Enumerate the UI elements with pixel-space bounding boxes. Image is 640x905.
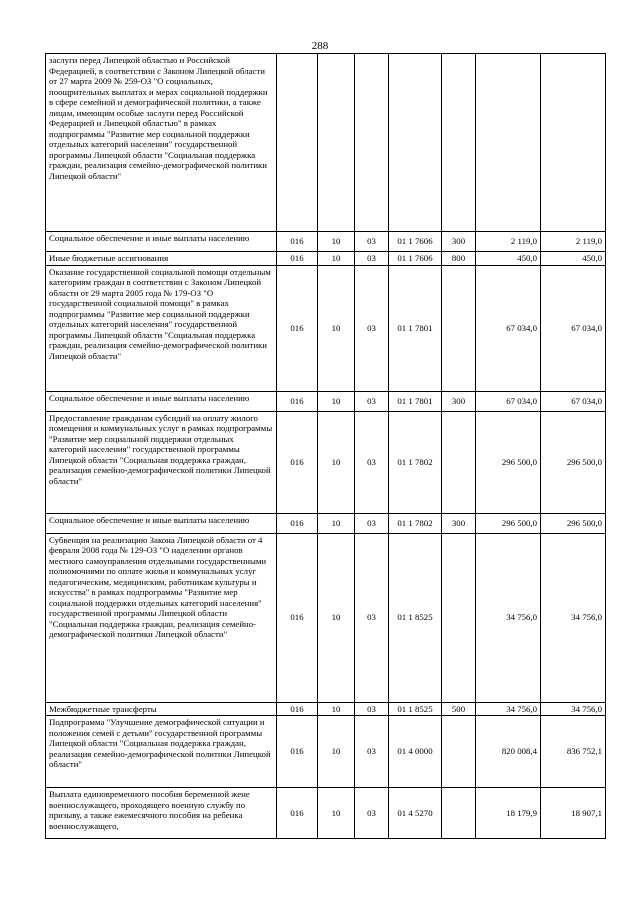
cell-amount-year-1: 18 179,9 xyxy=(476,788,541,839)
cell-subsection-code: 03 xyxy=(355,513,389,533)
row-name: Субвенция на реализацию Закона Липецкой области от 4 февраля 2008 года № 129-ОЗ "О наделении органов местного самоуправления отдельными государственными полномочиями по оплате жилья и коммунальных услуг педагогическим, медицинским, работникам культуры и искусства" в рамках подпрограммы "Развитие мер социальной поддержки отдельных категорий населения" государственной программы Липецкой области "Социальная поддержка граждан, реализация семейно-демографической политики Липецкой области" xyxy=(46,533,277,702)
cell-department-code: 016 xyxy=(277,702,318,716)
cell-target-article-code: 01 4 0000 xyxy=(389,716,442,788)
page-number: 288 xyxy=(311,40,329,52)
cell-amount-year-2: 450,0 xyxy=(541,252,606,266)
cell-department-code: 016 xyxy=(277,788,318,839)
row-name: Социальное обеспечение и иные выплаты населению xyxy=(46,232,277,252)
cell-expense-type-code: 300 xyxy=(442,232,476,252)
cell-subsection-code xyxy=(355,54,389,232)
table-row xyxy=(46,702,606,716)
cell-target-article-code: 01 4 5270 xyxy=(389,788,442,839)
cell-expense-type-code: 300 xyxy=(442,391,476,411)
cell-target-article-code: 01 1 8525 xyxy=(389,702,442,716)
table-body xyxy=(46,54,606,839)
table-row xyxy=(46,411,606,513)
cell-department-code: 016 xyxy=(277,265,318,391)
table-row xyxy=(46,54,606,232)
cell-section-code: 10 xyxy=(318,411,355,513)
cell-amount-year-2 xyxy=(541,54,606,232)
cell-section-code: 10 xyxy=(318,788,355,839)
cell-department-code: 016 xyxy=(277,232,318,252)
row-name: Подпрограмма "Улучшение демографической ситуации и положения семей с детьми" государственной программы Липецкой области "Социальная поддержка граждан, реализация семейно-демографической политики Липецкой области" xyxy=(46,716,277,788)
cell-target-article-code: 01 1 7801 xyxy=(389,391,442,411)
cell-department-code: 016 xyxy=(277,716,318,788)
cell-department-code: 016 xyxy=(277,533,318,702)
cell-subsection-code: 03 xyxy=(355,265,389,391)
cell-subsection-code: 03 xyxy=(355,788,389,839)
cell-amount-year-1: 67 034,0 xyxy=(476,391,541,411)
cell-target-article-code: 01 1 7801 xyxy=(389,265,442,391)
cell-section-code: 10 xyxy=(318,702,355,716)
cell-target-article-code: 01 1 8525 xyxy=(389,533,442,702)
cell-subsection-code: 03 xyxy=(355,232,389,252)
cell-section-code: 10 xyxy=(318,265,355,391)
cell-expense-type-code: 800 xyxy=(442,252,476,266)
cell-section-code: 10 xyxy=(318,391,355,411)
cell-subsection-code: 03 xyxy=(355,533,389,702)
cell-amount-year-1: 296 500,0 xyxy=(476,513,541,533)
cell-amount-year-1: 34 756,0 xyxy=(476,702,541,716)
cell-target-article-code: 01 1 7802 xyxy=(389,411,442,513)
cell-amount-year-2: 836 752,1 xyxy=(541,716,606,788)
row-name: Межбюджетные трансферты xyxy=(46,702,277,716)
cell-section-code: 10 xyxy=(318,252,355,266)
cell-amount-year-2: 18 907,1 xyxy=(541,788,606,839)
cell-amount-year-1: 34 756,0 xyxy=(476,533,541,702)
cell-target-article-code: 01 1 7802 xyxy=(389,513,442,533)
cell-amount-year-2: 34 756,0 xyxy=(541,702,606,716)
cell-expense-type-code xyxy=(442,411,476,513)
cell-amount-year-2: 67 034,0 xyxy=(541,265,606,391)
row-name: Иные бюджетные ассигнования xyxy=(46,252,277,266)
cell-expense-type-code xyxy=(442,533,476,702)
cell-expense-type-code xyxy=(442,716,476,788)
table-row xyxy=(46,513,606,533)
cell-expense-type-code: 500 xyxy=(442,702,476,716)
row-name: Социальное обеспечение и иные выплаты населению xyxy=(46,513,277,533)
cell-amount-year-1: 296 500,0 xyxy=(476,411,541,513)
cell-section-code: 10 xyxy=(318,716,355,788)
cell-subsection-code: 03 xyxy=(355,391,389,411)
cell-amount-year-1: 820 008,4 xyxy=(476,716,541,788)
row-name: Социальное обеспечение и иные выплаты населению xyxy=(46,391,277,411)
table-row xyxy=(46,252,606,266)
cell-amount-year-1: 450,0 xyxy=(476,252,541,266)
table-row xyxy=(46,716,606,788)
cell-amount-year-1: 2 119,0 xyxy=(476,232,541,252)
cell-target-article-code: 01 1 7606 xyxy=(389,252,442,266)
table-row xyxy=(46,265,606,391)
cell-expense-type-code xyxy=(442,54,476,232)
cell-subsection-code: 03 xyxy=(355,716,389,788)
table-row xyxy=(46,391,606,411)
cell-expense-type-code xyxy=(442,265,476,391)
cell-amount-year-2: 296 500,0 xyxy=(541,513,606,533)
cell-amount-year-2: 34 756,0 xyxy=(541,533,606,702)
cell-amount-year-1: 67 034,0 xyxy=(476,265,541,391)
cell-section-code: 10 xyxy=(318,232,355,252)
table-row xyxy=(46,533,606,702)
cell-department-code: 016 xyxy=(277,252,318,266)
cell-amount-year-2: 296 500,0 xyxy=(541,411,606,513)
table-row xyxy=(46,232,606,252)
cell-section-code: 10 xyxy=(318,533,355,702)
cell-amount-year-1 xyxy=(476,54,541,232)
cell-section-code xyxy=(318,54,355,232)
cell-amount-year-2: 2 119,0 xyxy=(541,232,606,252)
cell-expense-type-code xyxy=(442,788,476,839)
cell-subsection-code: 03 xyxy=(355,702,389,716)
cell-expense-type-code: 300 xyxy=(442,513,476,533)
row-name: Выплата единовременного пособия беременной жене военнослужащего, проходящего военную службу по призыву, а также ежемесячного пособия на ребенка военнослужащего, xyxy=(46,788,277,839)
cell-target-article-code xyxy=(389,54,442,232)
row-name: Предоставление гражданам субсидий на оплату жилого помещения и коммунальных услуг в рамках подпрограммы "Развитие мер социальной поддержки отдельных категорий населения" государственной программы Липецкой области "Социальная поддержка граждан, реализация семейно-демографической политики Липецкой области" xyxy=(46,411,277,513)
cell-subsection-code: 03 xyxy=(355,252,389,266)
table-row xyxy=(46,788,606,839)
cell-target-article-code: 01 1 7606 xyxy=(389,232,442,252)
cell-department-code: 016 xyxy=(277,391,318,411)
cell-subsection-code: 03 xyxy=(355,411,389,513)
cell-department-code: 016 xyxy=(277,513,318,533)
budget-table xyxy=(45,53,606,839)
cell-amount-year-2: 67 034,0 xyxy=(541,391,606,411)
cell-department-code: 016 xyxy=(277,411,318,513)
cell-department-code xyxy=(277,54,318,232)
row-name: заслуги перед Липецкой областью и Российской Федерацией, в соответствии с Законом Липецкой области от 27 марта 2009 № 259-ОЗ "О социальных, поощрительных выплатах и мерах социальной поддержки в сфере семейной и демографической политики, а также лицам, имеющим особые заслуги перед Российской Федерацией и Липецкой областью" в рамках подпрограммы "Развитие мер социальной поддержки отдельных категорий населения" государственной программы Липецкой области "Социальная поддержка граждан, реализация семейно-демографической политики Липецкой области" xyxy=(46,54,277,232)
row-name: Оказание государственной социальной помощи отдельным категориям граждан в соответствии с Законом Липецкой области от 29 марта 2005 года № 179-ОЗ "О государственной социальной помощи" в рамках подпрограммы "Развитие мер социальной поддержки отдельных категорий населения" государственной программы Липецкой области "Социальная поддержка граждан, реализация семейно-демографической политики Липецкой области" xyxy=(46,265,277,391)
cell-section-code: 10 xyxy=(318,513,355,533)
